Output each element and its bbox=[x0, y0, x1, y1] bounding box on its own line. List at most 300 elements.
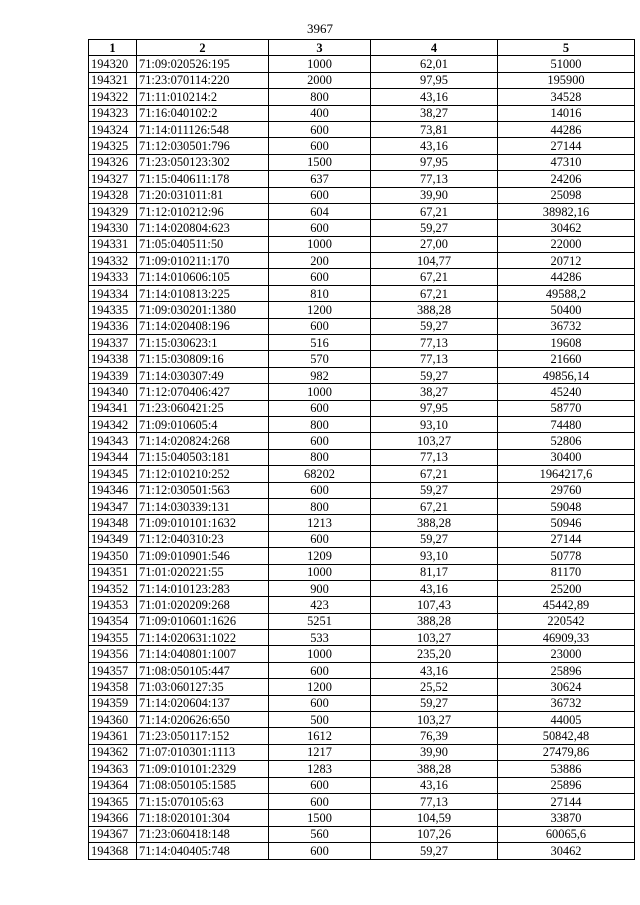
rate-cell: 103,27 bbox=[371, 712, 498, 728]
area-cell: 1209 bbox=[269, 548, 371, 564]
table-row bbox=[89, 433, 635, 449]
value-cell: 36732 bbox=[498, 318, 635, 334]
rate-cell: 76,39 bbox=[371, 728, 498, 744]
row-number-cell: 194339 bbox=[89, 367, 137, 383]
row-number-cell: 194332 bbox=[89, 253, 137, 269]
cadastral-number-cell: 71:12:030501:563 bbox=[137, 482, 269, 498]
value-cell: 49856,14 bbox=[498, 367, 635, 383]
row-number-cell: 194335 bbox=[89, 302, 137, 318]
value-cell: 49588,2 bbox=[498, 285, 635, 301]
area-cell: 600 bbox=[269, 138, 371, 154]
rate-cell: 43,16 bbox=[371, 89, 498, 105]
row-number-cell: 194345 bbox=[89, 466, 137, 482]
area-cell: 600 bbox=[269, 400, 371, 416]
cadastral-number-cell: 71:05:040511:50 bbox=[137, 236, 269, 252]
cadastral-number-cell: 71:12:030501:796 bbox=[137, 138, 269, 154]
value-cell: 27479,86 bbox=[498, 744, 635, 760]
rate-cell: 77,13 bbox=[371, 351, 498, 367]
area-cell: 570 bbox=[269, 351, 371, 367]
cadastral-number-cell: 71:14:010123:283 bbox=[137, 580, 269, 596]
header-row bbox=[89, 40, 635, 56]
table-row bbox=[89, 597, 635, 613]
table-row bbox=[89, 777, 635, 793]
value-cell: 81170 bbox=[498, 564, 635, 580]
area-cell: 1213 bbox=[269, 515, 371, 531]
row-number-cell: 194352 bbox=[89, 580, 137, 596]
row-number-cell: 194350 bbox=[89, 548, 137, 564]
value-cell: 38982,16 bbox=[498, 203, 635, 219]
rate-cell: 93,10 bbox=[371, 548, 498, 564]
row-number-cell: 194344 bbox=[89, 449, 137, 465]
value-cell: 52806 bbox=[498, 433, 635, 449]
rate-cell: 77,13 bbox=[371, 335, 498, 351]
cadastral-number-cell: 71:09:010601:1626 bbox=[137, 613, 269, 629]
area-cell: 600 bbox=[269, 531, 371, 547]
area-cell: 1500 bbox=[269, 154, 371, 170]
table-row bbox=[89, 482, 635, 498]
area-cell: 200 bbox=[269, 253, 371, 269]
table-row bbox=[89, 416, 635, 432]
area-cell: 810 bbox=[269, 285, 371, 301]
table-row bbox=[89, 580, 635, 596]
area-cell: 600 bbox=[269, 318, 371, 334]
area-cell: 604 bbox=[269, 203, 371, 219]
table-row bbox=[89, 351, 635, 367]
rate-cell: 43,16 bbox=[371, 580, 498, 596]
value-cell: 30462 bbox=[498, 220, 635, 236]
value-cell: 53886 bbox=[498, 761, 635, 777]
table-row bbox=[89, 712, 635, 728]
table-row bbox=[89, 171, 635, 187]
cadastral-number-cell: 71:14:020824:268 bbox=[137, 433, 269, 449]
area-cell: 560 bbox=[269, 826, 371, 842]
cadastral-number-cell: 71:14:030307:49 bbox=[137, 367, 269, 383]
table-row bbox=[89, 466, 635, 482]
table-row bbox=[89, 810, 635, 826]
rate-cell: 103,27 bbox=[371, 433, 498, 449]
area-cell: 600 bbox=[269, 662, 371, 678]
rate-cell: 43,16 bbox=[371, 138, 498, 154]
cadastral-number-cell: 71:14:020631:1022 bbox=[137, 630, 269, 646]
row-number-cell: 194338 bbox=[89, 351, 137, 367]
row-number-cell: 194331 bbox=[89, 236, 137, 252]
area-cell: 600 bbox=[269, 187, 371, 203]
row-number-cell: 194367 bbox=[89, 826, 137, 842]
table-row bbox=[89, 105, 635, 121]
row-number-cell: 194354 bbox=[89, 613, 137, 629]
table-row bbox=[89, 72, 635, 88]
cadastral-number-cell: 71:09:030201:1380 bbox=[137, 302, 269, 318]
rate-cell: 25,52 bbox=[371, 679, 498, 695]
table-row bbox=[89, 744, 635, 760]
cadastral-number-cell: 71:18:020101:304 bbox=[137, 810, 269, 826]
rate-cell: 77,13 bbox=[371, 793, 498, 809]
value-cell: 20712 bbox=[498, 253, 635, 269]
rate-cell: 59,27 bbox=[371, 531, 498, 547]
area-cell: 1217 bbox=[269, 744, 371, 760]
area-cell: 600 bbox=[269, 843, 371, 859]
value-cell: 14016 bbox=[498, 105, 635, 121]
value-cell: 23000 bbox=[498, 646, 635, 662]
area-cell: 1000 bbox=[269, 384, 371, 400]
cadastral-number-cell: 71:14:010606:105 bbox=[137, 269, 269, 285]
row-number-cell: 194365 bbox=[89, 793, 137, 809]
value-cell: 46909,33 bbox=[498, 630, 635, 646]
rate-cell: 67,21 bbox=[371, 466, 498, 482]
cadastral-number-cell: 71:03:060127:35 bbox=[137, 679, 269, 695]
cadastral-number-cell: 71:14:010813:225 bbox=[137, 285, 269, 301]
rate-cell: 388,28 bbox=[371, 761, 498, 777]
row-number-cell: 194321 bbox=[89, 72, 137, 88]
area-cell: 1283 bbox=[269, 761, 371, 777]
table-row bbox=[89, 121, 635, 137]
row-number-cell: 194328 bbox=[89, 187, 137, 203]
value-cell: 19608 bbox=[498, 335, 635, 351]
column-header-1: 1 bbox=[89, 40, 137, 56]
row-number-cell: 194349 bbox=[89, 531, 137, 547]
area-cell: 1000 bbox=[269, 56, 371, 72]
cadastral-number-cell: 71:07:010301:1113 bbox=[137, 744, 269, 760]
value-cell: 74480 bbox=[498, 416, 635, 432]
value-cell: 50400 bbox=[498, 302, 635, 318]
area-cell: 533 bbox=[269, 630, 371, 646]
rate-cell: 81,17 bbox=[371, 564, 498, 580]
cadastral-number-cell: 71:01:020209:268 bbox=[137, 597, 269, 613]
cadastral-number-cell: 71:14:030339:131 bbox=[137, 498, 269, 514]
rate-cell: 67,21 bbox=[371, 498, 498, 514]
table-row bbox=[89, 236, 635, 252]
cadastral-number-cell: 71:23:060421:25 bbox=[137, 400, 269, 416]
cadastral-number-cell: 71:09:010605:4 bbox=[137, 416, 269, 432]
row-number-cell: 194358 bbox=[89, 679, 137, 695]
table-row bbox=[89, 187, 635, 203]
value-cell: 195900 bbox=[498, 72, 635, 88]
row-number-cell: 194348 bbox=[89, 515, 137, 531]
area-cell: 600 bbox=[269, 269, 371, 285]
value-cell: 21660 bbox=[498, 351, 635, 367]
row-number-cell: 194325 bbox=[89, 138, 137, 154]
value-cell: 36732 bbox=[498, 695, 635, 711]
area-cell: 1000 bbox=[269, 646, 371, 662]
row-number-cell: 194355 bbox=[89, 630, 137, 646]
row-number-cell: 194366 bbox=[89, 810, 137, 826]
value-cell: 34528 bbox=[498, 89, 635, 105]
value-cell: 25098 bbox=[498, 187, 635, 203]
table-row bbox=[89, 203, 635, 219]
value-cell: 30400 bbox=[498, 449, 635, 465]
rate-cell: 104,77 bbox=[371, 253, 498, 269]
value-cell: 24206 bbox=[498, 171, 635, 187]
value-cell: 27144 bbox=[498, 531, 635, 547]
rate-cell: 59,27 bbox=[371, 367, 498, 383]
cadastral-number-cell: 71:15:030623:1 bbox=[137, 335, 269, 351]
area-cell: 500 bbox=[269, 712, 371, 728]
value-cell: 44286 bbox=[498, 121, 635, 137]
value-cell: 29760 bbox=[498, 482, 635, 498]
cadastral-number-cell: 71:23:050123:302 bbox=[137, 154, 269, 170]
cadastral-number-cell: 71:12:010210:252 bbox=[137, 466, 269, 482]
row-number-cell: 194359 bbox=[89, 695, 137, 711]
rate-cell: 39,90 bbox=[371, 744, 498, 760]
table-row bbox=[89, 793, 635, 809]
cadastral-number-cell: 71:15:030809:16 bbox=[137, 351, 269, 367]
rate-cell: 62,01 bbox=[371, 56, 498, 72]
table-row bbox=[89, 630, 635, 646]
cadastral-number-cell: 71:01:020221:55 bbox=[137, 564, 269, 580]
row-number-cell: 194368 bbox=[89, 843, 137, 859]
rate-cell: 38,27 bbox=[371, 384, 498, 400]
table-row bbox=[89, 843, 635, 859]
value-cell: 33870 bbox=[498, 810, 635, 826]
table-row bbox=[89, 384, 635, 400]
area-cell: 600 bbox=[269, 482, 371, 498]
area-cell: 68202 bbox=[269, 466, 371, 482]
cadastral-number-cell: 71:08:050105:447 bbox=[137, 662, 269, 678]
area-cell: 600 bbox=[269, 777, 371, 793]
table-row bbox=[89, 302, 635, 318]
cadastral-number-cell: 71:11:010214:2 bbox=[137, 89, 269, 105]
cadastral-number-cell: 71:09:020526:195 bbox=[137, 56, 269, 72]
value-cell: 45442,89 bbox=[498, 597, 635, 613]
rate-cell: 43,16 bbox=[371, 777, 498, 793]
rate-cell: 107,26 bbox=[371, 826, 498, 842]
cadastral-number-cell: 71:16:040102:2 bbox=[137, 105, 269, 121]
row-number-cell: 194353 bbox=[89, 597, 137, 613]
table-row bbox=[89, 138, 635, 154]
area-cell: 1500 bbox=[269, 810, 371, 826]
column-header-5: 5 bbox=[498, 40, 635, 56]
row-number-cell: 194356 bbox=[89, 646, 137, 662]
area-cell: 600 bbox=[269, 695, 371, 711]
row-number-cell: 194347 bbox=[89, 498, 137, 514]
cadastral-number-cell: 71:09:010101:1632 bbox=[137, 515, 269, 531]
area-cell: 637 bbox=[269, 171, 371, 187]
value-cell: 50946 bbox=[498, 515, 635, 531]
area-cell: 600 bbox=[269, 121, 371, 137]
value-cell: 58770 bbox=[498, 400, 635, 416]
rate-cell: 39,90 bbox=[371, 187, 498, 203]
area-cell: 516 bbox=[269, 335, 371, 351]
area-cell: 800 bbox=[269, 498, 371, 514]
cadastral-number-cell: 71:14:020604:137 bbox=[137, 695, 269, 711]
value-cell: 60065,6 bbox=[498, 826, 635, 842]
rate-cell: 103,27 bbox=[371, 630, 498, 646]
rate-cell: 388,28 bbox=[371, 613, 498, 629]
row-number-cell: 194360 bbox=[89, 712, 137, 728]
cadastral-number-cell: 71:15:040503:181 bbox=[137, 449, 269, 465]
table-row bbox=[89, 646, 635, 662]
cadastral-number-cell: 71:14:040405:748 bbox=[137, 843, 269, 859]
rate-cell: 59,27 bbox=[371, 843, 498, 859]
table-row bbox=[89, 285, 635, 301]
value-cell: 44286 bbox=[498, 269, 635, 285]
row-number-cell: 194333 bbox=[89, 269, 137, 285]
value-cell: 27144 bbox=[498, 793, 635, 809]
row-number-cell: 194337 bbox=[89, 335, 137, 351]
table-row bbox=[89, 662, 635, 678]
cadastral-number-cell: 71:23:070114:220 bbox=[137, 72, 269, 88]
value-cell: 25896 bbox=[498, 662, 635, 678]
cadastral-number-cell: 71:15:040611:178 bbox=[137, 171, 269, 187]
area-cell: 5251 bbox=[269, 613, 371, 629]
table-row bbox=[89, 498, 635, 514]
row-number-cell: 194327 bbox=[89, 171, 137, 187]
rate-cell: 388,28 bbox=[371, 302, 498, 318]
area-cell: 800 bbox=[269, 416, 371, 432]
row-number-cell: 194362 bbox=[89, 744, 137, 760]
table-row bbox=[89, 548, 635, 564]
rate-cell: 59,27 bbox=[371, 220, 498, 236]
value-cell: 47310 bbox=[498, 154, 635, 170]
cadastral-number-cell: 71:15:070105:63 bbox=[137, 793, 269, 809]
value-cell: 220542 bbox=[498, 613, 635, 629]
cadastral-number-cell: 71:23:060418:148 bbox=[137, 826, 269, 842]
area-cell: 600 bbox=[269, 793, 371, 809]
value-cell: 44005 bbox=[498, 712, 635, 728]
table-row bbox=[89, 318, 635, 334]
table-row bbox=[89, 826, 635, 842]
row-number-cell: 194336 bbox=[89, 318, 137, 334]
area-cell: 1000 bbox=[269, 236, 371, 252]
area-cell: 800 bbox=[269, 89, 371, 105]
value-cell: 1964217,6 bbox=[498, 466, 635, 482]
table-row bbox=[89, 679, 635, 695]
area-cell: 1200 bbox=[269, 302, 371, 318]
table-row bbox=[89, 56, 635, 72]
cadastral-number-cell: 71:09:010901:546 bbox=[137, 548, 269, 564]
cadastral-number-cell: 71:14:011126:548 bbox=[137, 121, 269, 137]
rate-cell: 97,95 bbox=[371, 154, 498, 170]
table-row bbox=[89, 367, 635, 383]
cadastral-number-cell: 71:09:010101:2329 bbox=[137, 761, 269, 777]
row-number-cell: 194364 bbox=[89, 777, 137, 793]
data-table bbox=[88, 39, 635, 860]
value-cell: 59048 bbox=[498, 498, 635, 514]
area-cell: 1612 bbox=[269, 728, 371, 744]
row-number-cell: 194324 bbox=[89, 121, 137, 137]
column-header-2: 2 bbox=[137, 40, 269, 56]
cadastral-number-cell: 71:14:020408:196 bbox=[137, 318, 269, 334]
rate-cell: 93,10 bbox=[371, 416, 498, 432]
rate-cell: 38,27 bbox=[371, 105, 498, 121]
cadastral-number-cell: 71:12:070406:427 bbox=[137, 384, 269, 400]
row-number-cell: 194343 bbox=[89, 433, 137, 449]
value-cell: 50778 bbox=[498, 548, 635, 564]
column-header-3: 3 bbox=[269, 40, 371, 56]
rate-cell: 97,95 bbox=[371, 400, 498, 416]
cadastral-number-cell: 71:09:010211:170 bbox=[137, 253, 269, 269]
cadastral-number-cell: 71:12:040310:23 bbox=[137, 531, 269, 547]
rate-cell: 235,20 bbox=[371, 646, 498, 662]
cadastral-number-cell: 71:23:050117:152 bbox=[137, 728, 269, 744]
cadastral-number-cell: 71:14:040801:1007 bbox=[137, 646, 269, 662]
row-number-cell: 194351 bbox=[89, 564, 137, 580]
rate-cell: 67,21 bbox=[371, 285, 498, 301]
row-number-cell: 194320 bbox=[89, 56, 137, 72]
row-number-cell: 194357 bbox=[89, 662, 137, 678]
table-body bbox=[89, 56, 635, 859]
row-number-cell: 194342 bbox=[89, 416, 137, 432]
row-number-cell: 194363 bbox=[89, 761, 137, 777]
table-row bbox=[89, 564, 635, 580]
rate-cell: 43,16 bbox=[371, 662, 498, 678]
rate-cell: 77,13 bbox=[371, 171, 498, 187]
table-row bbox=[89, 253, 635, 269]
value-cell: 25200 bbox=[498, 580, 635, 596]
table-row bbox=[89, 613, 635, 629]
rate-cell: 67,21 bbox=[371, 269, 498, 285]
rate-cell: 107,43 bbox=[371, 597, 498, 613]
column-header-4: 4 bbox=[371, 40, 498, 56]
table-row bbox=[89, 515, 635, 531]
table-row bbox=[89, 761, 635, 777]
area-cell: 900 bbox=[269, 580, 371, 596]
cadastral-number-cell: 71:14:020626:650 bbox=[137, 712, 269, 728]
value-cell: 50842,48 bbox=[498, 728, 635, 744]
cadastral-number-cell: 71:12:010212:96 bbox=[137, 203, 269, 219]
row-number-cell: 194346 bbox=[89, 482, 137, 498]
area-cell: 600 bbox=[269, 220, 371, 236]
area-cell: 982 bbox=[269, 367, 371, 383]
value-cell: 30624 bbox=[498, 679, 635, 695]
area-cell: 1200 bbox=[269, 679, 371, 695]
table-row bbox=[89, 335, 635, 351]
table-row bbox=[89, 400, 635, 416]
value-cell: 27144 bbox=[498, 138, 635, 154]
cadastral-number-cell: 71:08:050105:1585 bbox=[137, 777, 269, 793]
row-number-cell: 194330 bbox=[89, 220, 137, 236]
table-row bbox=[89, 695, 635, 711]
cadastral-number-cell: 71:20:031011:81 bbox=[137, 187, 269, 203]
area-cell: 1000 bbox=[269, 564, 371, 580]
area-cell: 600 bbox=[269, 433, 371, 449]
table-row bbox=[89, 449, 635, 465]
table-row bbox=[89, 154, 635, 170]
row-number-cell: 194323 bbox=[89, 105, 137, 121]
row-number-cell: 194341 bbox=[89, 400, 137, 416]
rate-cell: 59,27 bbox=[371, 318, 498, 334]
area-cell: 2000 bbox=[269, 72, 371, 88]
rate-cell: 59,27 bbox=[371, 482, 498, 498]
row-number-cell: 194340 bbox=[89, 384, 137, 400]
table-row bbox=[89, 269, 635, 285]
area-cell: 400 bbox=[269, 105, 371, 121]
area-cell: 800 bbox=[269, 449, 371, 465]
rate-cell: 97,95 bbox=[371, 72, 498, 88]
row-number-cell: 194329 bbox=[89, 203, 137, 219]
table-row bbox=[89, 89, 635, 105]
value-cell: 22000 bbox=[498, 236, 635, 252]
page-number: 3967 bbox=[307, 21, 333, 36]
value-cell: 30462 bbox=[498, 843, 635, 859]
cadastral-number-cell: 71:14:020804:623 bbox=[137, 220, 269, 236]
rate-cell: 59,27 bbox=[371, 695, 498, 711]
row-number-cell: 194334 bbox=[89, 285, 137, 301]
table-row bbox=[89, 220, 635, 236]
value-cell: 25896 bbox=[498, 777, 635, 793]
rate-cell: 27,00 bbox=[371, 236, 498, 252]
table-row bbox=[89, 728, 635, 744]
rate-cell: 388,28 bbox=[371, 515, 498, 531]
table-row bbox=[89, 531, 635, 547]
row-number-cell: 194326 bbox=[89, 154, 137, 170]
value-cell: 51000 bbox=[498, 56, 635, 72]
row-number-cell: 194361 bbox=[89, 728, 137, 744]
area-cell: 423 bbox=[269, 597, 371, 613]
rate-cell: 77,13 bbox=[371, 449, 498, 465]
value-cell: 45240 bbox=[498, 384, 635, 400]
rate-cell: 104,59 bbox=[371, 810, 498, 826]
